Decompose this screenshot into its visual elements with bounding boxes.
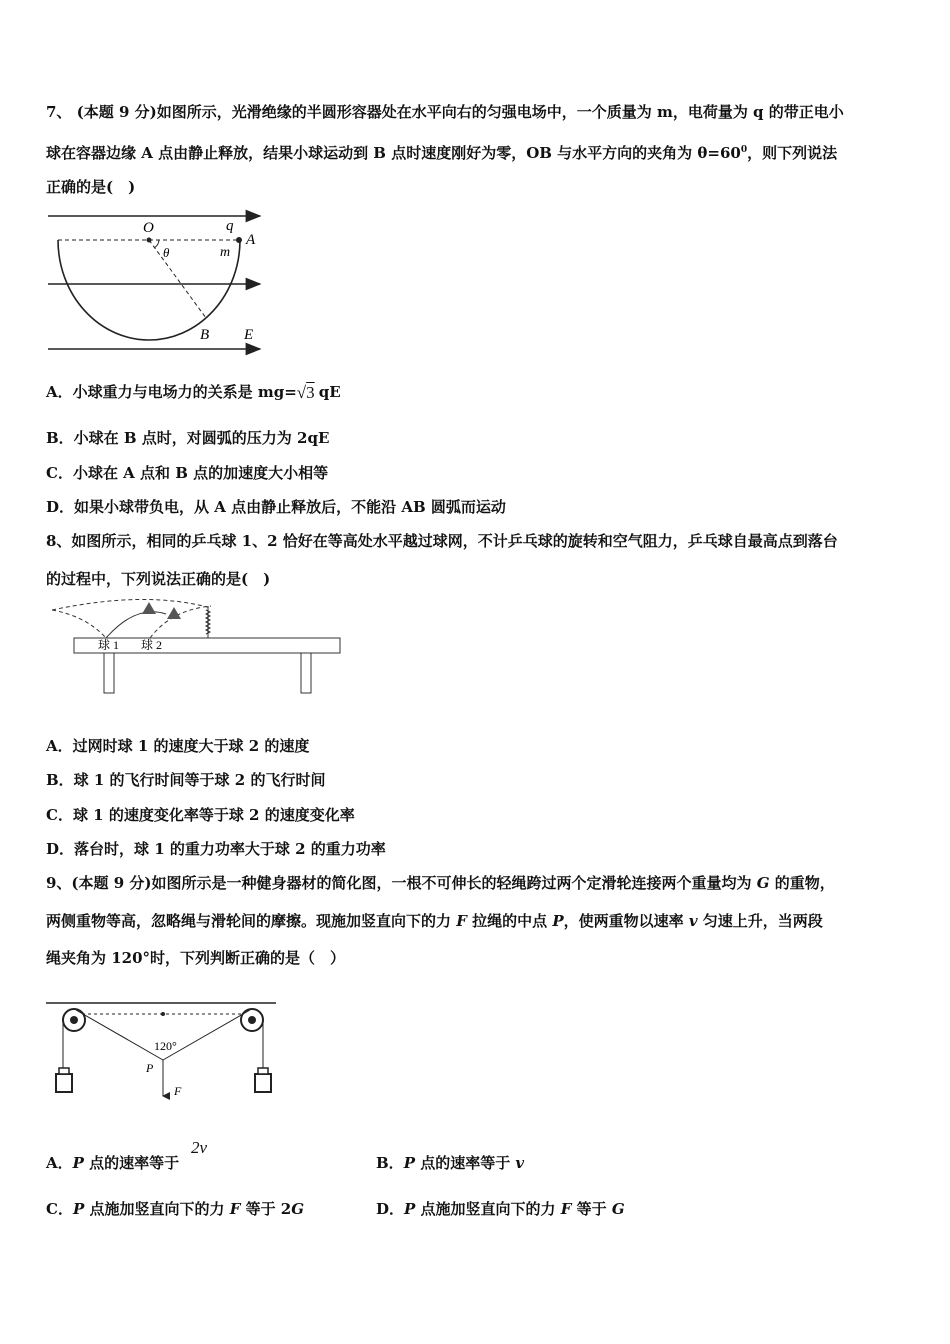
label-a: A [246,232,256,248]
weight-right-icon [255,1074,271,1092]
semicircle-container [58,240,240,340]
label-angle: 120° [154,1039,177,1053]
label-m: m [220,245,231,260]
center-dot [161,1012,165,1016]
q7-option-a: A．小球重力与电场力的关系是 mg= √3 qE [46,383,341,402]
q9-stem-line1: 9、(本题 9 分)如图所示是一种健身器材的简化图，一根不可伸长的轻绳跨过两个定滑轮连接两个重量均为 G 的重物， [46,874,835,892]
q8-option-a: A．过网时球 1 的速度大于球 2 的速度 [46,737,310,755]
q7-figure [46,206,266,356]
label-ball1: 球 1 [98,638,120,652]
label-ball2: 球 2 [141,638,163,652]
label-b: B [200,327,210,343]
q8-option-b: B．球 1 的飞行时间等于球 2 的飞行时间 [46,771,326,789]
q7-stem-line3: 正确的是( ) [46,178,136,196]
weight-left-icon [56,1074,72,1092]
q8-stem-line1: 8、如图所示，相同的乒乓球 1、2 恰好在等高处水平越过球网，不计乒乓球的旋转和空气阻力，乒乓球自最高点到落台 [46,532,838,550]
label-p: P [146,1061,154,1075]
trajectory-ball1 [52,599,211,638]
sqrt-radicand: 3 [306,383,315,402]
q8-option-d: D．落台时，球 1 的重力功率大于球 2 的重力功率 [46,840,386,858]
q8-option-c: C．球 1 的速度变化率等于球 2 的速度变化率 [46,806,355,824]
q8-stem-line2: 的过程中，下列说法正确的是( ) [46,570,271,588]
table-leg-left [104,653,114,693]
q8-figure [46,598,346,698]
q7-option-c: C．小球在 A 点和 B 点的加速度大小相等 [46,464,329,482]
ob-dashed [149,240,206,318]
q9-option-a-value: 2v [191,1138,208,1157]
label-e: E [244,327,254,343]
point-a [236,237,242,243]
q7-stem-line1: 7、 (本题 9 分)如图所示，光滑绝缘的半圆形容器处在水平向右的匀强电场中，一个质量为 m，电荷量为 q 的带正电小 [46,103,844,121]
label-o: O [143,220,154,236]
trajectory-ball2 [150,606,211,638]
q9-option-a: A．P 点的速率等于 [46,1154,180,1172]
q9-stem-line3: 绳夹角为 120°时，下列判断正确的是（ ） [46,949,346,967]
point-o [147,238,152,243]
label-f: F [174,1084,182,1098]
ball2-marker-icon [167,607,181,619]
theta-arc [154,240,159,248]
curve-left [106,612,166,638]
q9-option-c: C．P 点施加竖直向下的力 F 等于 2G [46,1200,305,1218]
rope-left [76,1010,163,1060]
q9-figure [46,998,278,1108]
q9-option-b: B．P 点的速率等于 v [376,1154,525,1172]
label-q: q [226,218,234,234]
q9-option-d: D．P 点施加竖直向下的力 F 等于 G [376,1200,625,1218]
q9-stem-line2: 两侧重物等高，忽略绳与滑轮间的摩擦。现施加竖直向下的力 F 拉绳的中点 P，使两重物以速率 v 匀速上升，当两段 [46,912,823,930]
q7-option-d: D．如果小球带负电，从 A 点由静止释放后，不能沿 AB 圆弧而运动 [46,498,506,516]
q7-option-b: B．小球在 B 点时，对圆弧的压力为 2qE [46,429,330,447]
label-theta: θ [163,245,170,260]
q7-stem-line2: 球在容器边缘 A 点由静止释放，结果小球运动到 B 点时速度刚好为零，OB 与水平方向的夹角为 $\theta=60^0$，则下列说法 [46,144,838,162]
table-leg-right [301,653,311,693]
ball1-marker-icon [142,602,156,614]
